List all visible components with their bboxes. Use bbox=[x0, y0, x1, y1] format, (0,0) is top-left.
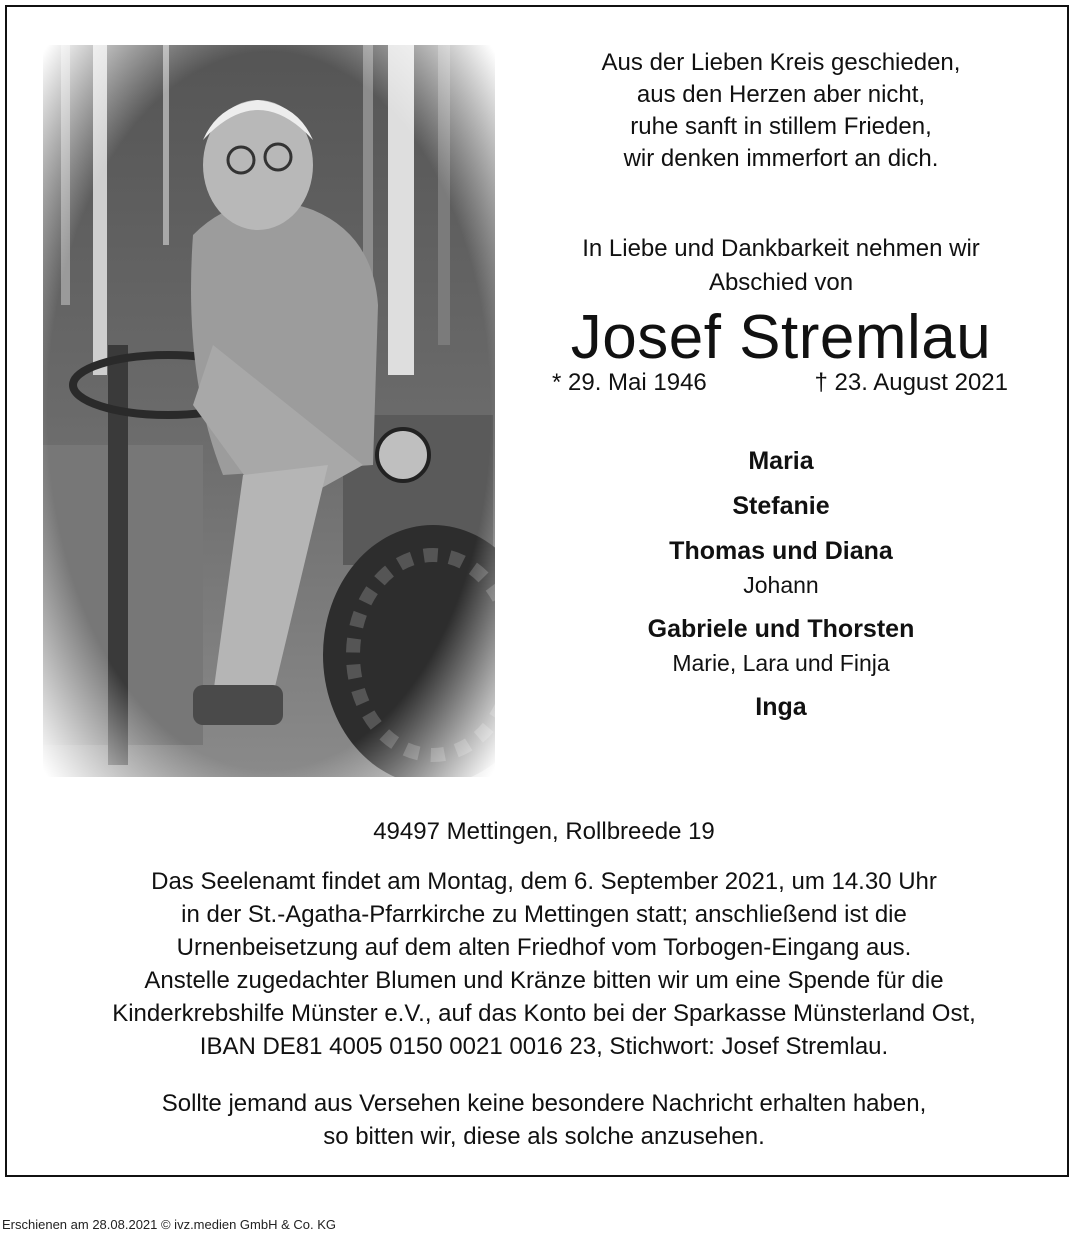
closing-line: so bitten wir, diese als solche anzusehen. bbox=[323, 1123, 765, 1150]
mourner-name: Inga bbox=[755, 693, 807, 721]
service-line: Kinderkrebshilfe Münster e.V., auf das Konto bei der Sparkasse Münsterland Ost, bbox=[112, 1000, 976, 1027]
service-line: Anstelle zugedachter Blumen und Kränze bitten wir um eine Spende für die bbox=[144, 967, 944, 994]
birth-date: * 29. Mai 1946 bbox=[552, 369, 707, 396]
service-line: Urnenbeisetzung auf dem alten Friedhof vom Torbogen-Eingang aus. bbox=[176, 934, 912, 961]
publication-footer: Erschienen am 28.08.2021 © ivz.medien GmbH & Co. KG bbox=[2, 1217, 337, 1232]
deceased-name: Josef Stremlau bbox=[570, 303, 992, 372]
farewell-intro bbox=[542, 232, 1020, 300]
closing-note bbox=[27, 1087, 1061, 1153]
poem-line: Aus der Lieben Kreis geschieden, bbox=[601, 49, 961, 76]
intro-line: Abschied von bbox=[708, 269, 854, 296]
mourner-name: Stefanie bbox=[732, 492, 830, 520]
memorial-poem bbox=[542, 47, 1020, 175]
mourner-children: Marie, Lara und Finja bbox=[672, 650, 890, 676]
closing-line: Sollte jemand aus Versehen keine besondere Nachricht erhalten haben, bbox=[161, 1090, 927, 1117]
service-line: Das Seelenamt findet am Montag, dem 6. September 2021, um 14.30 Uhr bbox=[151, 868, 937, 895]
address: 49497 Mettingen, Rollbreede 19 bbox=[373, 818, 715, 845]
service-line: IBAN DE81 4005 0150 0021 0016 23, Stichwort: Josef Stremlau. bbox=[199, 1033, 889, 1060]
intro-line: In Liebe und Dankbarkeit nehmen wir bbox=[582, 235, 980, 262]
portrait-photo bbox=[43, 45, 495, 777]
poem-line: wir denken immerfort an dich. bbox=[623, 145, 939, 172]
man-on-tractor-image bbox=[43, 45, 495, 777]
mourner-name: Thomas und Diana bbox=[669, 537, 893, 565]
mourners-list bbox=[542, 446, 1020, 722]
poem-line: aus den Herzen aber nicht, bbox=[636, 81, 926, 108]
mourner-name: Maria bbox=[748, 447, 814, 475]
mourner-name: Gabriele und Thorsten bbox=[647, 615, 915, 643]
service-line: in der St.-Agatha-Pfarrkirche zu Mettingen statt; anschließend ist die bbox=[181, 901, 907, 928]
obituary-frame bbox=[5, 5, 1069, 1177]
death-date: † 23. August 2021 bbox=[814, 369, 1008, 396]
mourner-children: Johann bbox=[743, 572, 819, 598]
right-column bbox=[542, 47, 1020, 722]
poem-line: ruhe sanft in stillem Frieden, bbox=[630, 113, 932, 140]
service-announcement bbox=[27, 865, 1061, 1063]
